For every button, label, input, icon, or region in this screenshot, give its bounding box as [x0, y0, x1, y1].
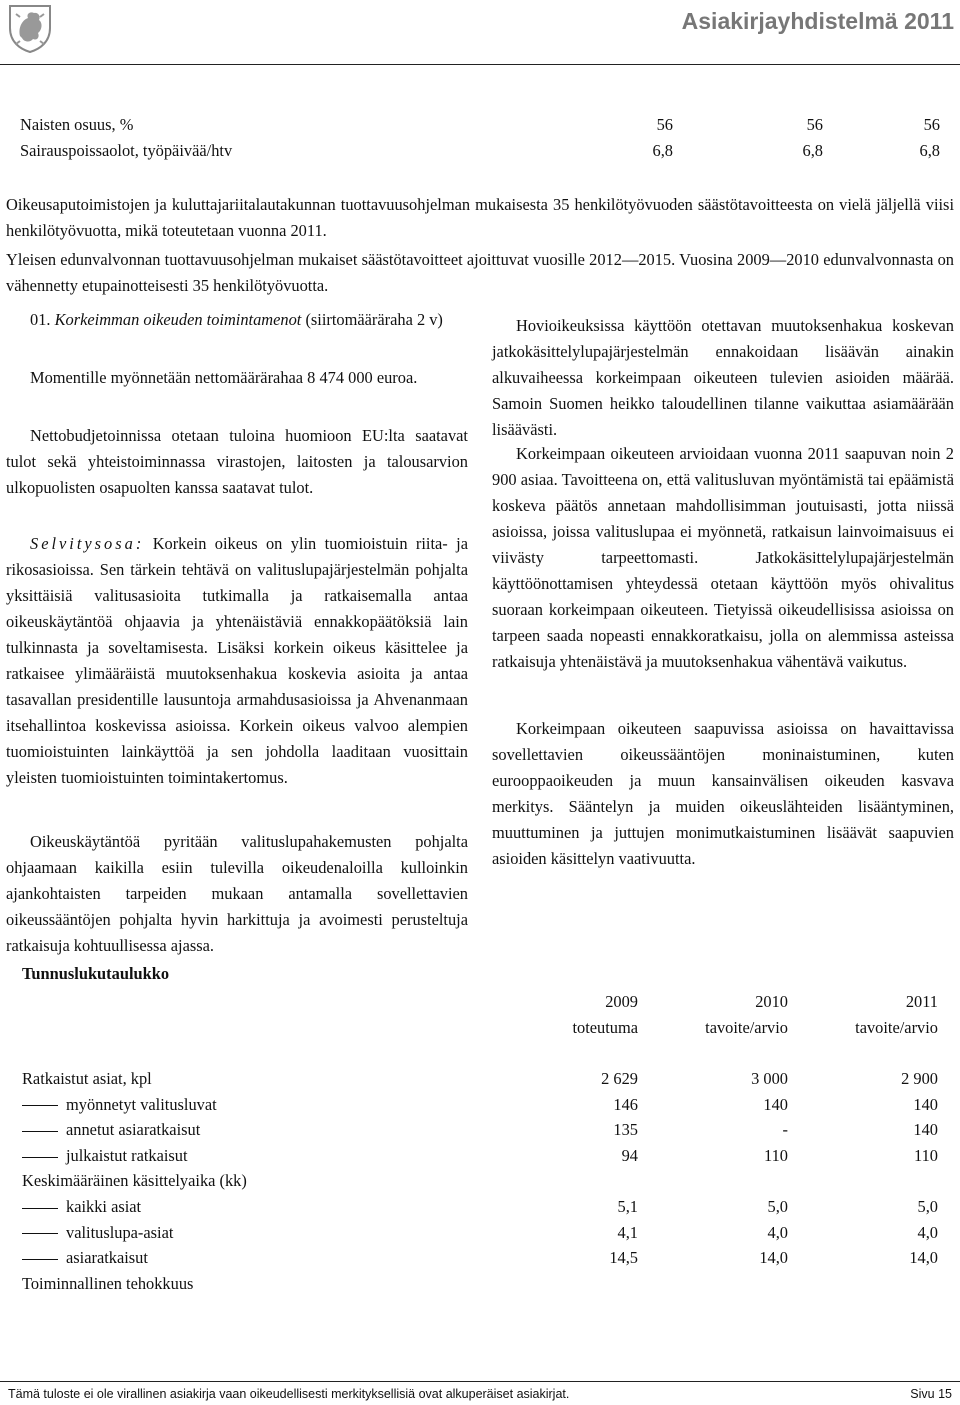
cell-value: 3 000 — [751, 1069, 788, 1088]
cell-value: 135 — [613, 1120, 638, 1140]
kpi-table-title: Tunnuslukutaulukko — [22, 964, 170, 983]
row-label: Sairauspoissaolot, työpäivää/htv — [20, 141, 233, 160]
value-2011: 56 — [923, 115, 940, 134]
dash-marker — [22, 1105, 58, 1106]
section-number: 01. — [30, 310, 51, 329]
table-row — [22, 1171, 942, 1195]
row-label-text: valituslupa-asiat — [66, 1222, 174, 1242]
case-law-paragraph: Oikeuskäytäntöä pyritään valituslupahakemusten pohjalta ohjaamaan kaikilla esiin tulevilla oikeudenaloilla kulloinkin ajankohtaisten tarpeiden mukaan antamalla sovellettavien oikeussääntöjen pohjalta hyvin harkittuja ja avoimesti perusteltuja ratkaisuja kohtuullisessa ajassa. — [6, 832, 468, 955]
intro-paragraph-1: Oikeusaputoimistojen ja kuluttajariitalautakunnan tuottavuusohjelman mukaisesta 35 henkilötyövuoden säästötavoitteesta on vielä jäljellä viisi henkilötyövuotta, mikä toteutetaan vuonna 2011. — [6, 195, 954, 240]
row-label — [22, 1274, 193, 1294]
dash-marker — [22, 1233, 58, 1234]
value-2011: 6,8 — [919, 141, 940, 160]
year-2011: 2011 — [905, 992, 938, 1011]
table-row — [22, 1095, 942, 1119]
appropriation-paragraph: Momentille myönnetään nettomäärärahaa 8 474 000 euroa. — [30, 368, 418, 387]
cell-value: 140 — [763, 1094, 788, 1114]
right-paragraph-3: Korkeimpaan oikeuteen saapuvissa asioissa on havaittavissa sovellettavien oikeussääntöjen moninaistuminen, kuten eurooppaoikeuden ja muun kansainvälisen oikeuden kasvava merkitys. Sääntelyn ja muiden oikeuslähteiden lisääntyminen, muuttuminen ja juttujen monimutkaistuminen lisäävät saapuvien asioiden käsittelyn vaativuutta. — [492, 719, 954, 868]
table-row — [22, 1120, 942, 1144]
net-budgeting-paragraph: Nettobudjetoinnissa otetaan tuloina huomioon EU:lta saatavat tulot sekä yhteistoiminnassa virastojen, laitosten ja talousarvion ulkopuolisten osapuolten kanssa saatavat tulot. — [6, 426, 468, 497]
cell-value: 140 — [913, 1120, 938, 1140]
explanation-paragraph — [6, 531, 468, 791]
row-label-text: Ratkaistut asiat, kpl — [22, 1069, 152, 1088]
cell-value: 5,0 — [767, 1197, 788, 1216]
table-row — [22, 1069, 942, 1093]
footer-divider — [0, 1381, 960, 1382]
cell-value: 4,0 — [767, 1222, 788, 1242]
explanation-text: Korkein oikeus on ylin tuomioistuin riita- ja rikosasioissa. Sen tärkein tehtävä on valituslupajärjestelmän pohjalta yksittäisiä valitusasioita tutkimalla ja ratkaisemalla antaa oikeuskäytäntöä ohjaavia ja yhtenäistäviä ennakkopäätöksiä lain tulkinnasta ja soveltamisesta. Lisäksi korkein oikeus käsittelee ja ratkaisee ylimääräistä muutoksenhakua koskevia asioita ja antaa tasavallan presidentille lausuntoja armahdusasioissa ja Ahvenanmaan itsehallintoa koskevissa asioissa. Korkein oikeus valvoo alempien tuomioistuinten lainkäyttöä ja sen johdolla laaditaan vuosittain yleisten tuomioistuinten toimintakertomus. — [6, 534, 468, 787]
row-label-text: julkaistut ratkaisut — [66, 1145, 188, 1165]
table-row — [20, 115, 940, 139]
section-heading — [6, 307, 468, 333]
cell-value: - — [782, 1120, 788, 1140]
right-paragraph-2: Korkeimpaan oikeuteen arvioidaan vuonna 2011 saapuvan noin 2 900 asiaa. Tavoitteena on, että valitusluvan myöntämistä tai epäämistä koskeva päätös annetaan mahdollisimman joutuisasti, jotta niissä asioissa, joissa valituslupaa ei myönnetä, ratkaisun lainvoimaisuus ei viivästy tarpeettomasti. Jatkokäsittelylupajärjestelmän käyttöönottamisen yhteydessä otetaan käyttöön myös ohivalitus suoraan korkeimpaan oikeuteen. Tietyissä oikeudellisissa asioissa on tarpeen saada nopeasti ennakkoratkaisu, jolla on alemmissa asteissa ratkaisuja yhtenäistävä ja muutoksenhakua vähentävä vaikutus. — [492, 444, 954, 671]
value-2010: 56 — [806, 115, 823, 134]
cell-value: 14,0 — [759, 1248, 788, 1268]
section-appropriation-type: (siirtomääräraha 2 v) — [305, 310, 443, 329]
kpi-header-years — [22, 992, 942, 1016]
cell-value: 4,1 — [617, 1222, 638, 1242]
dash-marker — [22, 1208, 58, 1209]
row-label-text: annetut asiaratkaisut — [66, 1120, 201, 1140]
row-label-text: kaikki asiat — [66, 1197, 142, 1216]
dash-marker — [22, 1131, 58, 1132]
cell-value: 5,0 — [917, 1197, 938, 1216]
document-title: Asiakirjayhdistelmä 2011 — [681, 8, 954, 34]
value-2009: 6,8 — [652, 141, 673, 160]
section-title: Korkeimman oikeuden toimintamenot — [54, 310, 302, 329]
row-label — [22, 1120, 200, 1140]
row-label — [22, 1223, 173, 1243]
cell-value: 94 — [621, 1145, 638, 1165]
sub-2010: tavoite/arvio — [705, 1018, 788, 1037]
footer-note: Tämä tuloste ei ole virallinen asiakirja vaan oikeudellisesti merkityksellisiä ovat alkuperäiset asiakirjat. — [8, 1387, 570, 1401]
cell-value: 2 900 — [901, 1069, 938, 1088]
kpi-header-subtitles — [22, 1018, 942, 1042]
table-row — [22, 1223, 942, 1247]
year-2009: 2009 — [605, 992, 638, 1011]
cell-value: 110 — [914, 1145, 938, 1165]
dash-marker — [22, 1259, 58, 1260]
cell-value: 5,1 — [617, 1197, 638, 1216]
row-label-text: Toiminnallinen tehokkuus — [22, 1273, 194, 1293]
cell-value: 14,5 — [609, 1248, 638, 1268]
table-row — [20, 141, 940, 165]
row-label — [22, 1248, 148, 1268]
table-row — [22, 1248, 942, 1272]
row-label-text: Keskimääräinen käsittelyaika (kk) — [22, 1171, 247, 1191]
row-label — [22, 1069, 152, 1089]
row-label — [22, 1171, 247, 1191]
cell-value: 110 — [764, 1145, 788, 1165]
sub-2011: tavoite/arvio — [855, 1018, 938, 1037]
intro-paragraph-2: Yleisen edunvalvonnan tuottavuusohjelman mukaiset säästötavoitteet ajoittuvat vuosille 2012—2015. Vuosina 2009—2010 edunvalvonnasta on vähennetty etupainotteisesti 35 henkilötyövuotta. — [6, 250, 954, 295]
row-label-text: myönnetyt valitusluvat — [66, 1094, 217, 1114]
table-row — [22, 1274, 942, 1298]
cell-value: 2 629 — [601, 1069, 638, 1088]
value-2009: 56 — [656, 115, 673, 134]
kpi-table — [22, 992, 942, 1292]
row-label — [22, 1095, 217, 1115]
row-label-text: asiaratkaisut — [66, 1248, 148, 1268]
right-paragraph-1: Hovioikeuksissa käyttöön otettavan muutoksenhakua koskevan jatkokäsittelylupajärjestelmän ennakoidaan lisäävän ainakin alkuvaiheessa korkeimpaan oikeuteen tulevien asioiden määrää. Samoin Suomen heikko taloudellinen tilanne vaikuttaa asiamäärään lisäävästi. — [492, 316, 954, 439]
page-number: Sivu 15 — [910, 1387, 952, 1401]
table-row — [22, 1197, 942, 1221]
selvitysosa-label: Selvitysosa: — [30, 534, 145, 553]
row-label — [22, 1197, 141, 1217]
lion-coat-of-arms-icon — [4, 2, 56, 54]
row-label: Naisten osuus, % — [20, 115, 134, 134]
sub-2009: toteutuma — [572, 1018, 638, 1037]
cell-value: 146 — [613, 1094, 638, 1114]
dash-marker — [22, 1157, 58, 1158]
value-2010: 6,8 — [802, 141, 823, 160]
header-divider — [0, 64, 960, 65]
year-2010: 2010 — [755, 992, 788, 1011]
cell-value: 4,0 — [917, 1222, 938, 1242]
cell-value: 140 — [913, 1094, 938, 1114]
row-label — [22, 1146, 188, 1166]
table-row — [22, 1146, 942, 1170]
cell-value: 14,0 — [909, 1248, 938, 1268]
